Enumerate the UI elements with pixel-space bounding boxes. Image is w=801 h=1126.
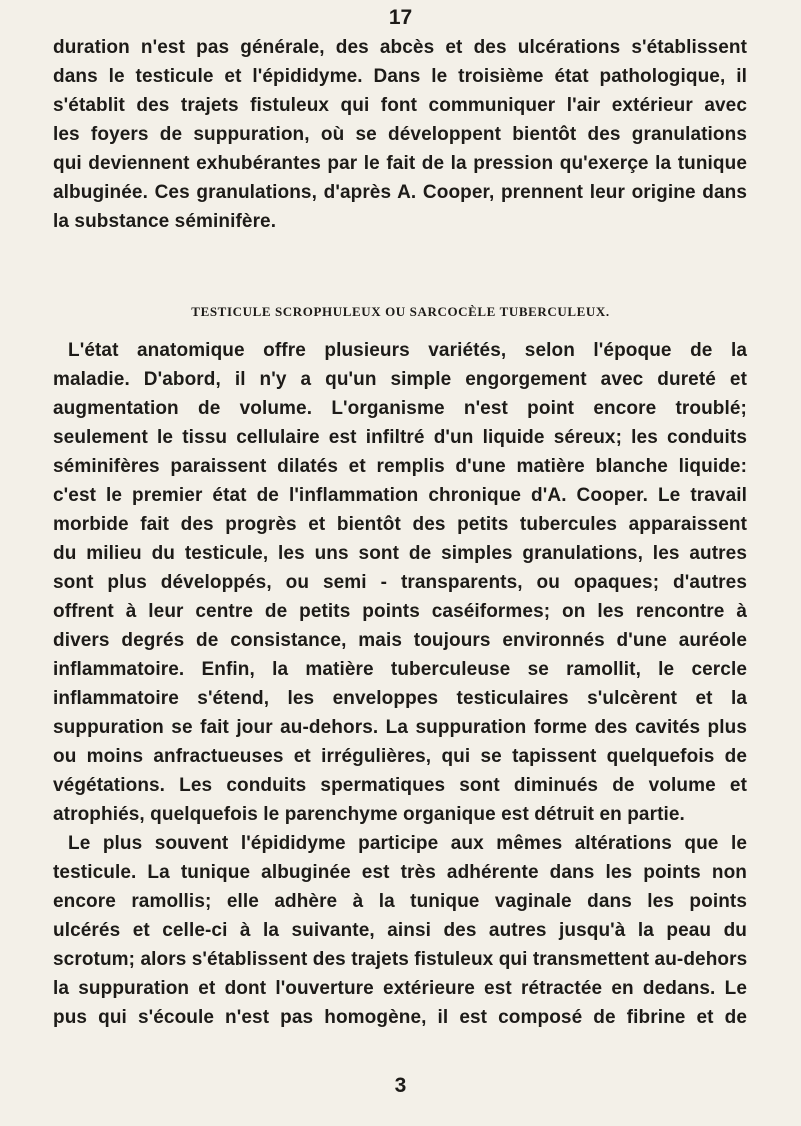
text-line: inflammatoire s'étend, les enveloppes testiculaires s'ulcèrent et la: [53, 688, 747, 709]
section-heading: TESTICULE SCROPHULEUX OU SARCOCÈLE TUBERCULEUX.: [191, 304, 610, 319]
text-line: ulcérés et celle-ci à la suivante, ainsi des autres jusqu'à la peau du: [53, 920, 747, 941]
text-line: qui deviennent exhubérantes par le fait de la pression qu'exerçe la tunique: [53, 153, 747, 174]
text-line: ou moins anfractueuses et irrégulières, qui se tapissent quelquefois de: [53, 746, 747, 767]
text-line: encore ramollis; elle adhère à la tunique vaginale dans les points: [53, 891, 747, 912]
text-line: pus qui s'écoule n'est pas homogène, il est composé de fibrine et de: [53, 1007, 747, 1028]
page-number: 17: [388, 6, 413, 29]
text-line: suppuration se fait jour au-dehors. La suppuration forme des cavités plus: [53, 717, 747, 738]
text-line: duration n'est pas générale, des abcès et des ulcérations s'établissent: [53, 37, 747, 58]
text-line: inflammatoire. Enfin, la matière tuberculeuse se ramollit, le cercle: [53, 659, 747, 680]
text-line: testicule. La tunique albuginée est très adhérente dans les points non: [53, 862, 747, 883]
text-line: scrotum; alors s'établissent des trajets fistuleux qui transmettent au-dehors: [53, 949, 748, 970]
text-line: maladie. D'abord, il n'y a qu'un simple engorgement avec dureté et: [53, 369, 747, 390]
text-line: dans le testicule et l'épididyme. Dans le troisième état pathologique, il: [53, 66, 747, 87]
text-line: L'état anatomique offre plusieurs variétés, selon l'époque de la: [68, 340, 747, 361]
signature-mark: 3: [394, 1074, 407, 1097]
text-line: augmentation de volume. L'organisme n'est point encore troublé;: [53, 398, 747, 419]
text-line: végétations. Les conduits spermatiques sont diminués de volume et: [53, 775, 747, 796]
text-line: du milieu du testicule, les uns sont de simples granulations, les autres: [53, 543, 747, 564]
text-line: morbide fait des progrès et bientôt des petits tubercules apparaissent: [53, 514, 747, 535]
text-line: albuginée. Ces granulations, d'après A. Cooper, prennent leur origine dans: [53, 182, 747, 203]
text-line: sont plus développés, ou semi - transparents, ou opaques; d'autres: [53, 572, 747, 593]
text-line: atrophiés, quelquefois le parenchyme organique est détruit en partie.: [53, 804, 685, 825]
text-line: offrent à leur centre de petits points caséiformes; on les rencontre à: [53, 601, 747, 622]
text-line: la substance séminifère.: [53, 211, 277, 232]
text-line: c'est le premier état de l'inflammation chronique d'A. Cooper. Le travail: [53, 485, 747, 506]
text-line: divers degrés de consistance, mais toujours environnés d'une auréole: [53, 630, 747, 651]
text-line: séminifères paraissent dilatés et remplis d'une matière blanche liquide:: [53, 456, 747, 477]
text-line: seulement le tissu cellulaire est infiltré d'un liquide séreux; les conduits: [53, 427, 747, 448]
text-line: la suppuration et dont l'ouverture extérieure est rétractée en dedans. Le: [53, 978, 747, 999]
text-line: Le plus souvent l'épididyme participe aux mêmes altérations que le: [68, 833, 747, 854]
text-line: s'établit des trajets fistuleux qui font communiquer l'air extérieur avec: [53, 95, 747, 116]
text-line: les foyers de suppuration, où se développent bientôt des granulations: [53, 124, 747, 145]
